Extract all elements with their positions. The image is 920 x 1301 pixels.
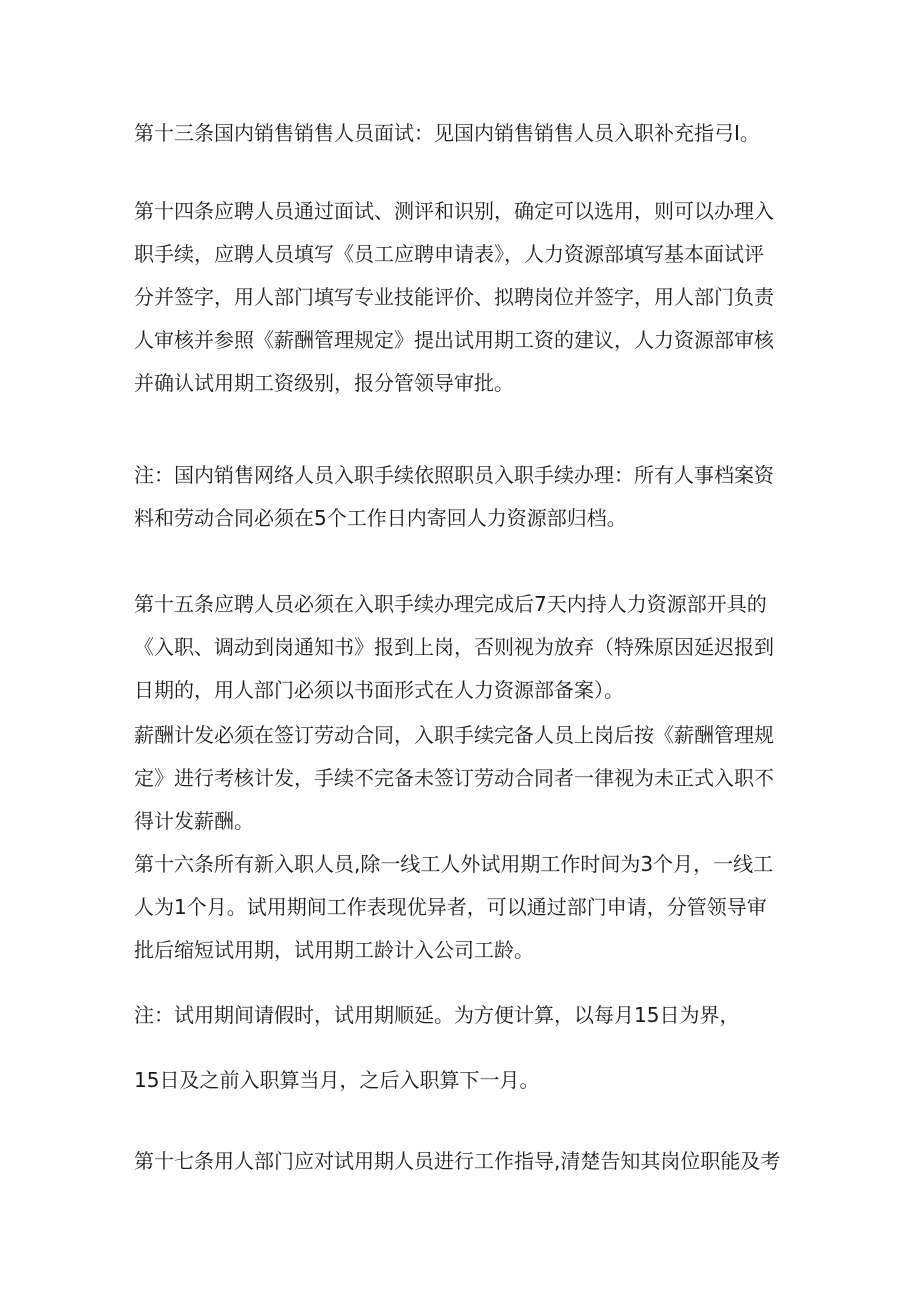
note-1-line-1: 注：国内销售网络人员入职手续依照职员入职手续办理：所有人事档案资 [134,463,774,487]
paragraph-article-16-line-1: 第十六条所有新入职人员,除一线工人外试用期工作时间为3个月，一线工 [134,852,774,876]
paragraph-salary-line-3: 得计发薪酬。 [134,809,254,833]
paragraph-article-16-line-3: 批后缩短试用期，试用期工龄计入公司工龄。 [134,938,534,962]
paragraph-article-14-line-5: 并确认试用期工资级别，报分管领导审批。 [134,371,514,395]
paragraph-article-15-line-1: 第十五条应聘人员必须在入职手续办理完成后7天内持人力资源部开具的 [134,592,767,616]
paragraph-article-15-line-3: 日期的，用人部门必须以书面形式在人力资源部备案）。 [134,678,624,702]
paragraph-article-14-line-3: 分并签字，用人部门填写专业技能评价、拟聘岗位并签字，用人部门负责 [134,285,774,309]
paragraph-article-14-line-1: 第十四条应聘人员通过面试、测评和识别，确定可以选用，则可以办理入 [134,199,774,223]
paragraph-article-14-line-4: 人审核并参照《薪酬管理规定》提出试用期工资的建议，人力资源部审核 [134,328,774,352]
paragraph-salary-line-2: 定》进行考核计发，手续不完备未签订劳动合同者一律视为未正式入职不 [134,766,774,790]
note-2-line-1: 注：试用期间请假时，试用期顺延。为方便计算，以每月15日为界， [134,1003,740,1027]
note-1-line-2: 料和劳动合同必须在5个工作日内寄回人力资源部归档。 [134,506,627,530]
paragraph-article-15-line-2: 《入职、调动到岗通知书》报到上岗，否则视为放弃（特殊原因延迟报到 [134,635,774,659]
paragraph-article-13: 第十三条国内销售销售人员面试：见国内销售销售人员入职补充指弓I。 [134,121,760,145]
paragraph-salary-line-1: 薪酬计发必须在签订劳动合同，入职手续完备人员上岗后按《薪酬管理规 [134,723,774,747]
paragraph-article-17: 第十七条用人部门应对试用期人员进行工作指导,清楚告知其岗位职能及考 [134,1149,781,1173]
paragraph-article-14-line-2: 职手续，应聘人员填写《员工应聘申请表》，人力资源部填写基本面试评 [134,242,764,266]
paragraph-article-16-line-2: 人为1个月。试用期间工作表现优异者，可以通过部门申请，分管领导审 [134,895,767,919]
note-2-line-2: 15日及之前入职算当月，之后入职算下一月。 [134,1068,540,1092]
